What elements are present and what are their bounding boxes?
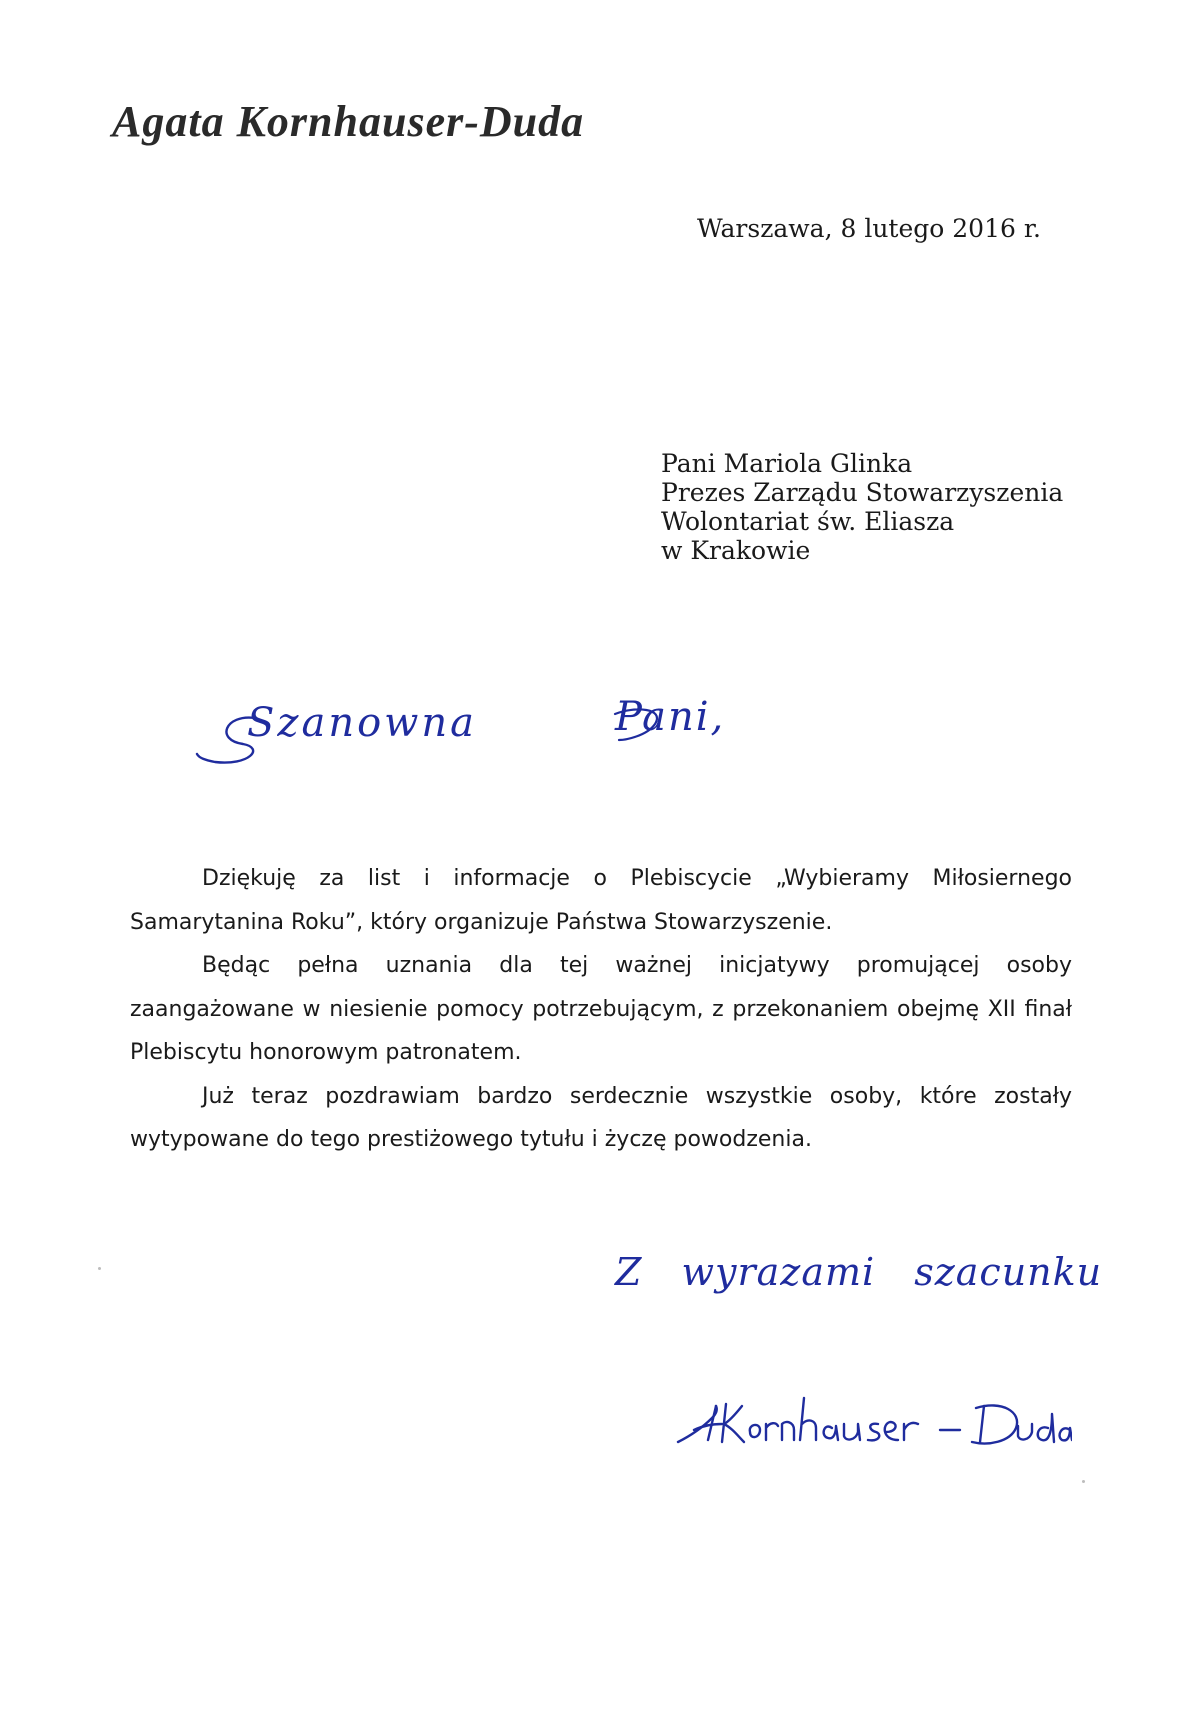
recipient-line-name: Pani Mariola Glinka	[661, 449, 913, 478]
body-paragraph-2: Będąc pełna uznania dla tej ważnej inicjatywy promującej osoby zaangażowane w niesienie pomocy potrzebującym, z przekonaniem obejmę XII finał Plebiscytu honorowym patronatem.	[130, 953, 1072, 1065]
scan-speck	[98, 1267, 101, 1270]
body-paragraph-1: Dziękuję za list i informacje o Plebiscycie „Wybieramy Miłosiernego Samarytanina Roku”, który organizuje Państwa Stowarzyszenie.	[130, 866, 1072, 935]
scan-speck	[1082, 1480, 1085, 1483]
signature-icon	[672, 1384, 1072, 1474]
letter-body	[130, 857, 1072, 1162]
recipient-line-title: Prezes Zarządu Stowarzyszenia	[661, 478, 1064, 507]
closing-text: Z wyrazami szacunku	[615, 1250, 1103, 1294]
recipient-address	[661, 449, 1063, 565]
letterhead-name: Agata Kornhauser-Duda	[112, 97, 585, 146]
salutation-word-2: Pani,	[615, 694, 726, 740]
handwritten-signature	[672, 1384, 1072, 1474]
handwritten-salutation	[195, 694, 755, 780]
recipient-line-organization: Wolontariat św. Eliasza	[661, 507, 955, 536]
salutation-word-1: Szanowna	[247, 700, 478, 746]
date-line: Warszawa, 8 lutego 2016 r.	[697, 214, 1041, 243]
body-paragraph-3: Już teraz pozdrawiam bardzo serdecznie wszystkie osoby, które zostały wytypowane do tego prestiżowego tytułu i życzę powodzenia.	[130, 1083, 1072, 1152]
recipient-line-city: w Krakowie	[661, 536, 811, 565]
handwritten-closing	[615, 1250, 1135, 1340]
